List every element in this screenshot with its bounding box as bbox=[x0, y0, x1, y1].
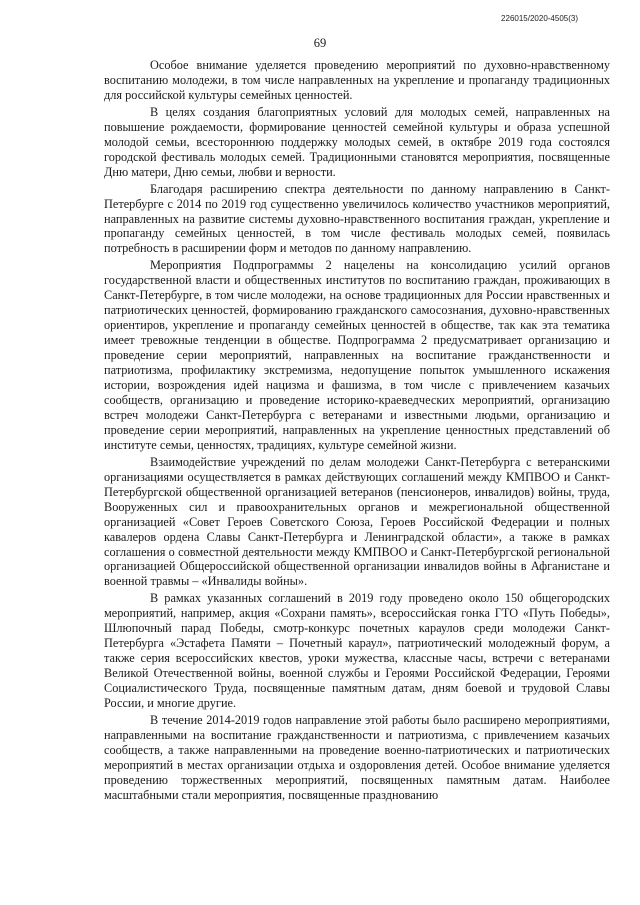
paragraph: В течение 2014-2019 годов направление этой работы было расширено мероприятиями, направленными на воспитание гражданственности и патриотизма, с привлечением казачьих сообществ, а также направленными на проведение военно-патриотических и патриотических мероприятий в местах организации отдыха и оздоровления детей. Особое внимание уделяется проведению торжественных мероприятий, посвященных памятным датам. Наиболее масштабными стали мероприятия, посвященные празднованию bbox=[104, 712, 610, 802]
document-id: 226015/2020-4505(3) bbox=[501, 14, 578, 23]
paragraph: В целях создания благоприятных условий для молодых семей, направленных на повышение рождаемости, формирование ценностей семейной культуры и образа успешной молодой семьи, всестороннюю поддержку молодых семей, в октябре 2019 года состоялся городской фестиваль молодых семей. Традиционными становятся мероприятия, посвященные Дню матери, Дню семьи, любви и верности. bbox=[104, 104, 610, 179]
paragraph: В рамках указанных соглашений в 2019 году проведено около 150 общегородских мероприятий, например, акция «Сохрани память», всероссийская гонка ГТО «Путь Победы», Шлюпочный парад Победы, смотр-конкурс почетных караулов среди молодежи Санкт-Петербурга «Эстафета Памяти – Почетный караул», патриотический молодежный форум, а также серия всероссийских квестов, уроки мужества, классные часы, встречи с ветеранами Великой Отечественной войны, военной службы и Героями Российской Федерации, Героями Социалистического Труда, посвященные памятным датам, дням боевой и трудовой Славы России, и многие другие. bbox=[104, 591, 610, 711]
paragraph: Особое внимание уделяется проведению мероприятий по духовно-нравственному воспитанию молодежи, в том числе направленных на укрепление и пропаганду традиционных для российской культуры семейных ценностей. bbox=[104, 58, 610, 102]
paragraph: Мероприятия Подпрограммы 2 нацелены на консолидацию усилий органов государственной власти и общественных институтов по воспитанию граждан, проживающих в Санкт-Петербурге, в том числе молодежи, на основе традиционных для России нравственных и патриотических ценностей, формированию гражданского самосознания, духовно-нравственных ориентиров, укрепление и пропаганду семейных ценностей в обществе, так как эта тематика имеет тревожные тенденции в обществе. Подпрограмма 2 предусматривает организацию и проведение серии мероприятий, направленных на воспитание гражданственности и патриотизма, профилактику экстремизма, недопущение попыток умышленного искажения истории, возрождения идей нацизма и фашизма, в том числе с привлечением казачьих сообществ, организацию и проведение историко-краеведческих мероприятий, организацию встреч молодежи Санкт-Петербурга с ветеранами и известными людьми, организацию и проведение серии мероприятий, направленных на укрепление ценностных представлений об институте семьи, ценностях, традициях, культуре семейной жизни. bbox=[104, 258, 610, 452]
page-number: 69 bbox=[313, 36, 327, 50]
paragraph: Благодаря расширению спектра деятельности по данному направлению в Санкт-Петербурге с 2014 по 2019 год существенно увеличилось количество участников мероприятий, направленных на развитие системы духовно-нравственного воспитания граждан, укрепление и пропаганду семейных ценностей, в том числе фестиваль молодых семей, появилась потребность в расширении форм и методов по данному направлению. bbox=[104, 181, 610, 256]
body-text bbox=[104, 58, 610, 805]
paragraph: Взаимодействие учреждений по делам молодежи Санкт-Петербурга с ветеранскими организациями осуществляется в рамках действующих соглашений между КМПВОО и Санкт-Петербургской общественной организацией ветеранов (пенсионеров, инвалидов) войны, труда, Вооруженных сил и правоохранительных органов и межрегиональной общественной организацией «Совет Героев Советского Союза, Героев Российской Федерации и полных кавалеров ордена Славы Санкт-Петербурга и Ленинградской области», а также в рамках соглашения о совместной деятельности между КМПВОО и Санкт-Петербургской региональной организацией Общероссийской общественной организации инвалидов войны в Афганистане и военной травмы – «Инвалиды войны». bbox=[104, 454, 610, 589]
